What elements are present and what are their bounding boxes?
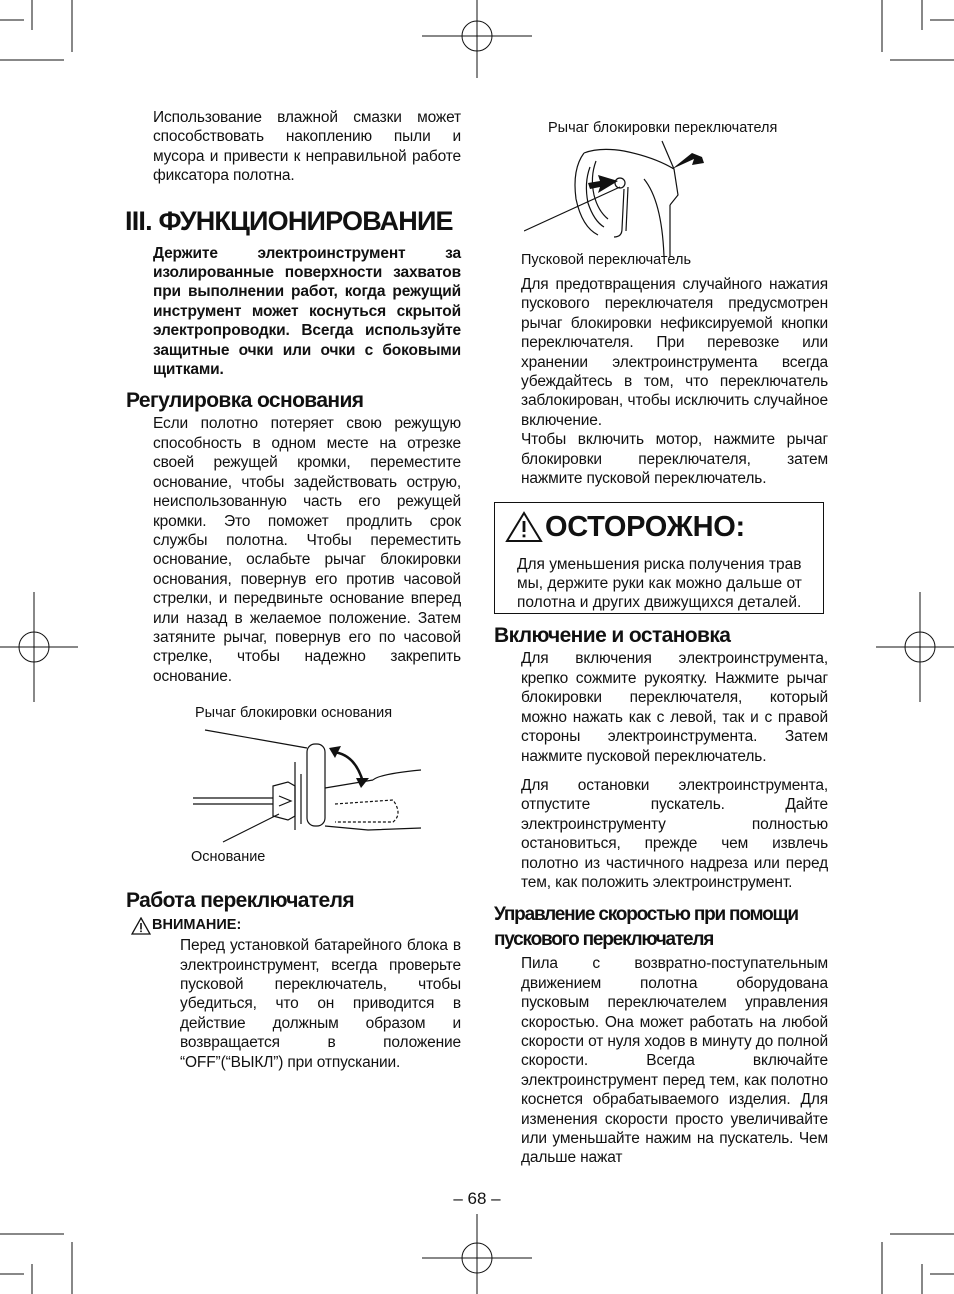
registration-mark-icon	[876, 592, 954, 702]
on-off-heading: Включение и остановка	[494, 624, 731, 648]
registration-mark-icon	[422, 0, 532, 78]
attention-label-text: ВНИМАНИЕ:	[152, 917, 242, 934]
trigger-illustration	[524, 139, 724, 257]
lock-lever-text-1: Для предотвращения случайного нажатия пускового переключателя предусмотрен рычаг блокировки нефиксируемой кнопки переключателя. При перевозке или хранении электроинструмента всегда убеждайтесь в том, что переключатель заблокирован, чтобы исключить случайное включение.	[521, 276, 828, 429]
on-off-text-2: Для остановки электроинструмента, отпустите пускатель. Дайте электроинструменту полностью остановиться, прежде чем извлечь полотно из частичного надреза или перед тем, как положить электроинструмент.	[521, 776, 828, 891]
caution-text: Для уменьшения риска получения трав мы, держите руки как можно дальше от полотна и других движущихся деталей.	[517, 556, 802, 612]
caution-title-text: ОСТОРОЖНО:	[545, 511, 745, 544]
warning-triangle-icon	[131, 917, 151, 935]
figure-label-base: Основание	[191, 849, 266, 866]
base-adjust-heading: Регулировка основания	[126, 389, 364, 413]
page-number: – 68 –	[453, 1189, 501, 1208]
speed-text: Пила с возвратно-поступательным движением полотна оборудована пусковым переключателем управления скоростью. Она может работать на любой скорости от нуля ходов в минуту до полной скорости. Всегда включайте электроинструмент перед тем, как полотно коснется обрабатываемого изделия. Для изменения скорости просто увеличивайте или уменьшайте нажим на пускатель. Чем дальше нажат	[521, 955, 828, 1167]
registration-mark-icon	[422, 1214, 532, 1294]
registration-mark-icon	[0, 592, 78, 702]
switch-work-heading: Работа переключателя	[126, 889, 355, 913]
figure-label-base-lock-lever: Рычаг блокировки основания	[195, 705, 393, 722]
section-title: III. ФУНКЦИОНИРОВАНИЕ	[125, 205, 453, 236]
base-adjust-figure	[153, 698, 461, 876]
attention-text: Перед установкой батарейного блока в электроинструмент, всегда проверьте пусковой переключатель, чтобы убедиться, что он приводится в действие должным образом и возвращается в положение “OFF”(“ВЫКЛ”) при отпускании.	[180, 937, 461, 1071]
attention-label	[131, 916, 461, 935]
switch-lock-figure	[494, 117, 828, 267]
speed-heading: Управление скоростью при помощи пускового переключателя	[494, 904, 798, 951]
safety-warning-text: Держите электроинструмент за изолированные поверхности захватов при выполнении работ, когда режущий инструмент может коснуться скрытой электропроводки. Всегда используйте защитные очки или очки с боковыми щитками.	[153, 244, 461, 379]
on-off-text-1: Для включения электроинструмента, крепко сожмите рукоятку. Нажмите рычаг блокировки переключателя, который можно нажать как с левой, так и с правой стороны электроинструмента. Затем нажмите пусковой переключатель.	[521, 650, 828, 765]
lock-lever-text-2: Чтобы включить мотор, нажмите рычаг блокировки переключателя, затем нажмите пусковой переключатель.	[521, 431, 828, 488]
caution-box	[494, 502, 824, 614]
right-column	[494, 117, 828, 1168]
saw-base-illustration	[183, 722, 423, 852]
base-adjust-text: Если полотно потеряет свою режущую способность в одном месте на отрезке своей режущей кромки, переместите основание, чтобы задействовать острую, неиспользованную часть его режущей кромки. Это поможет продлить срок службы полотна. Чтобы переместить основание, ослабьте рычаг блокировки основания, повернув его против часовой стрелки, и передвиньте основание вперед или назад в желаемое положение. Затем затяните рычаг, повернув его по часовой стрелке, чтобы надежно закрепить основание.	[153, 415, 461, 685]
caution-title	[505, 509, 745, 545]
warning-triangle-icon	[505, 511, 543, 543]
figure-label-switch-lock-lever: Рычаг блокировки переключателя	[548, 120, 778, 136]
left-column	[125, 108, 461, 1072]
figure-label-trigger: Пусковой переключатель	[521, 252, 692, 268]
intro-paragraph: Использование влажной смазки может способствовать накоплению пыли и мусора и привести к неправильной работе фиксатора полотна.	[153, 109, 461, 185]
